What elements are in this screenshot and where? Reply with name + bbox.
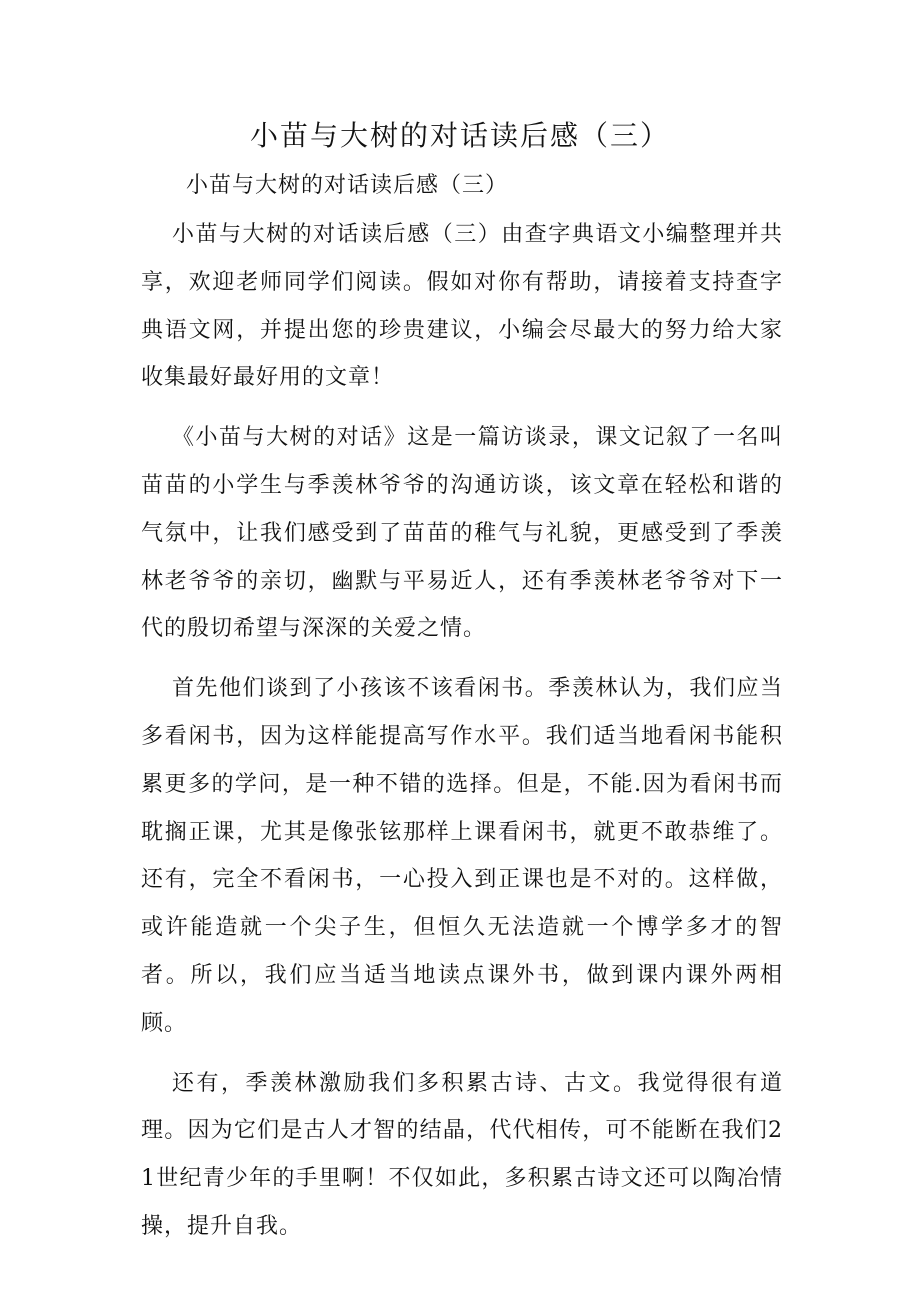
page-subtitle: 小苗与大树的对话读后感（三） [186, 173, 509, 198]
page-title: 小苗与大树的对话读后感（三） [249, 119, 670, 152]
paragraph-summary: 《小苗与大树的对话》这是一篇访谈录，课文记叙了一名叫苗苗的小学生与季羡林爷爷的沟通访谈，该文章在轻松和谐的气氛中，让我们感受到了苗苗的稚气与礼貌，更感受到了季羡林老爷爷的亲切，幽默与平易近人，还有季羡林老爷爷对下一代的殷切希望与深深的关爱之情。 [141, 425, 783, 642]
article-body [141, 211, 783, 1263]
paragraph-leisure-books: 首先他们谈到了小孩该不该看闲书。季羡林认为，我们应当多看闲书，因为这样能提高写作水平。我们适当地看闲书能积累更多的学问，是一种不错的选择。但是，不能.因为看闲书而耽搁正课，尤其是像张铉那样上课看闲书，就更不敢恭维了。还有，完全不看闲书，一心投入到正课也是不对的。这样做，或许能造就一个尖子生，但恒久无法造就一个博学多才的智者。所以，我们应当适当地读点课外书，做到课内课外两相顾。 [141, 676, 783, 1036]
paragraph-classics: 还有，季羡林激励我们多积累古诗、古文。我觉得很有道理。因为它们是古人才智的结晶，代代相传，可不能断在我们21世纪青少年的手里啊！不仅如此，多积累古诗文还可以陶冶情操，提升自我。 [141, 1070, 783, 1239]
paragraph-intro: 小苗与大树的对话读后感（三）由查字典语文小编整理并共享，欢迎老师同学们阅读。假如对你有帮助，请接着支持查字典语文网，并提出您的珍贵建议，小编会尽最大的努力给大家收集最好最好用的文章！ [141, 222, 783, 391]
